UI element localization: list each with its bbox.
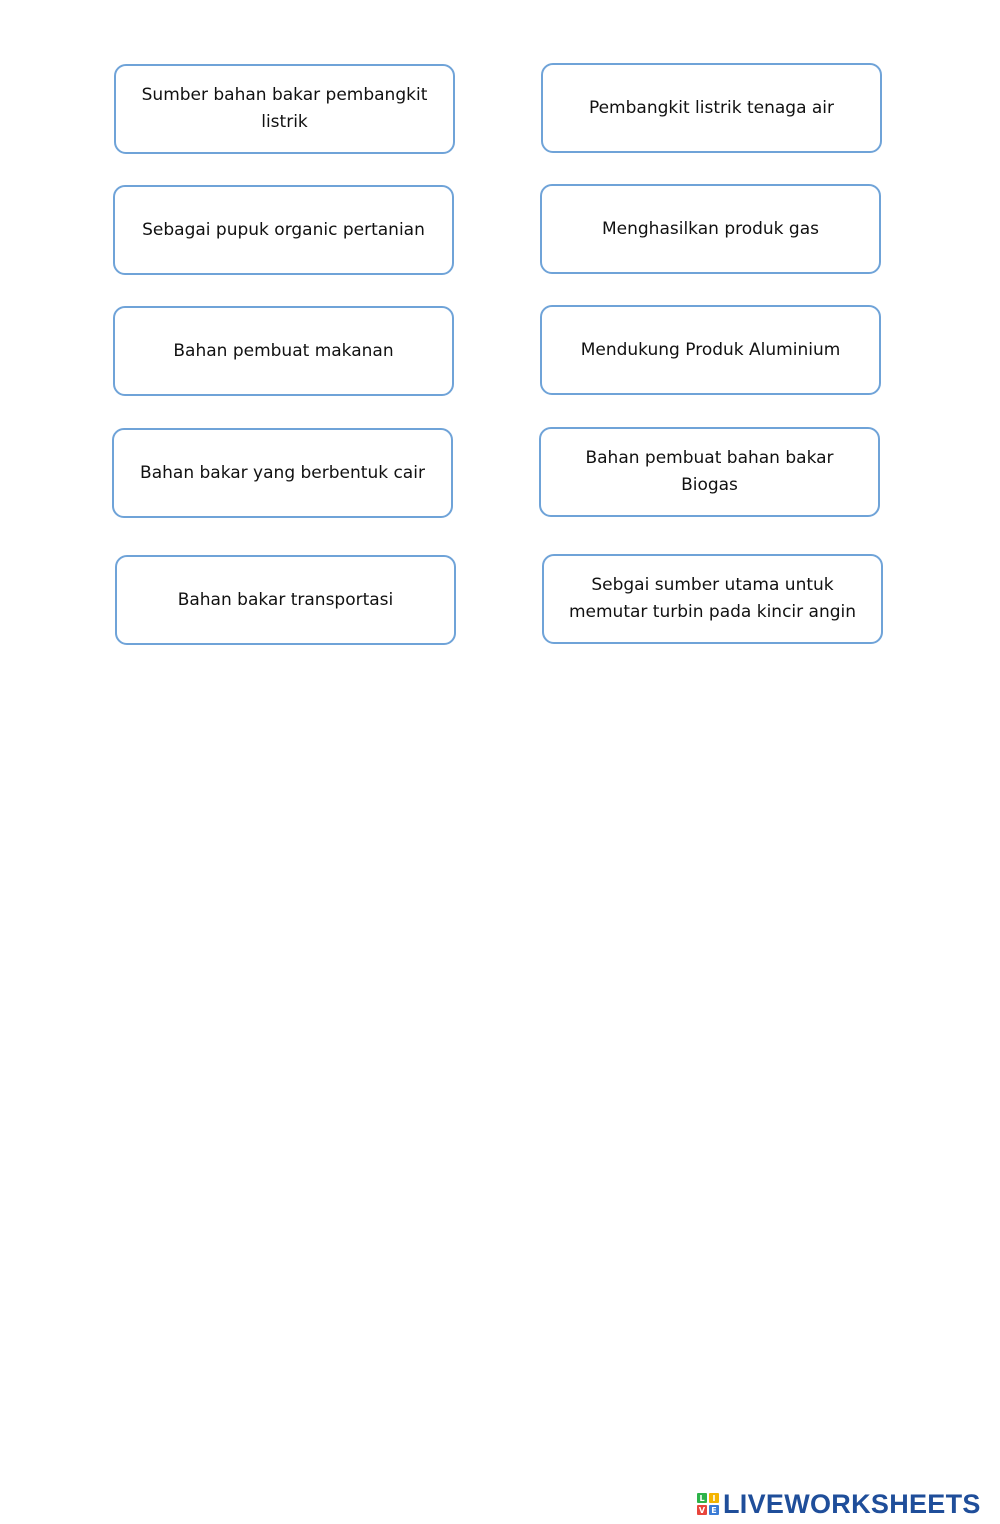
card-label: Pembangkit listrik tenaga air	[588, 97, 835, 118]
card-label: Sebagai pupuk organic pertanian	[142, 219, 425, 240]
match-card-left-5[interactable]	[115, 555, 456, 645]
card-label: Mendukung Produk Aluminium	[580, 339, 841, 360]
logo-letter: L	[697, 1493, 707, 1503]
card-label: Bahan pembuat makanan	[173, 340, 394, 361]
match-card-left-4[interactable]	[112, 428, 453, 518]
match-card-right-5[interactable]	[542, 554, 883, 644]
match-card-right-3[interactable]	[540, 305, 881, 395]
liveworksheets-logo-icon	[697, 1493, 719, 1515]
card-label: Sebgai sumber utama untuk memutar turbin pada kincir angin	[568, 575, 857, 622]
match-card-left-1[interactable]	[114, 64, 455, 154]
card-label: Bahan bakar yang berbentuk cair	[140, 462, 425, 483]
card-label: Bahan pembuat bahan bakar Biogas	[585, 448, 834, 495]
card-label: Menghasilkan produk gas	[601, 218, 819, 239]
match-card-right-4[interactable]	[539, 427, 880, 517]
match-card-left-2[interactable]	[113, 185, 454, 275]
match-card-left-3[interactable]	[113, 306, 454, 396]
logo-letter: V	[698, 1505, 706, 1515]
card-label: Bahan bakar transportasi	[177, 589, 394, 610]
brand-name: LIVEWORKSHEETS	[723, 1488, 981, 1519]
match-card-right-1[interactable]	[541, 63, 882, 153]
liveworksheets-logo	[697, 1490, 981, 1518]
logo-letter: I	[709, 1493, 719, 1503]
match-card-right-2[interactable]	[540, 184, 881, 274]
logo-letter: E	[709, 1505, 719, 1515]
card-label: Sumber bahan bakar pembangkit listrik	[141, 85, 428, 132]
